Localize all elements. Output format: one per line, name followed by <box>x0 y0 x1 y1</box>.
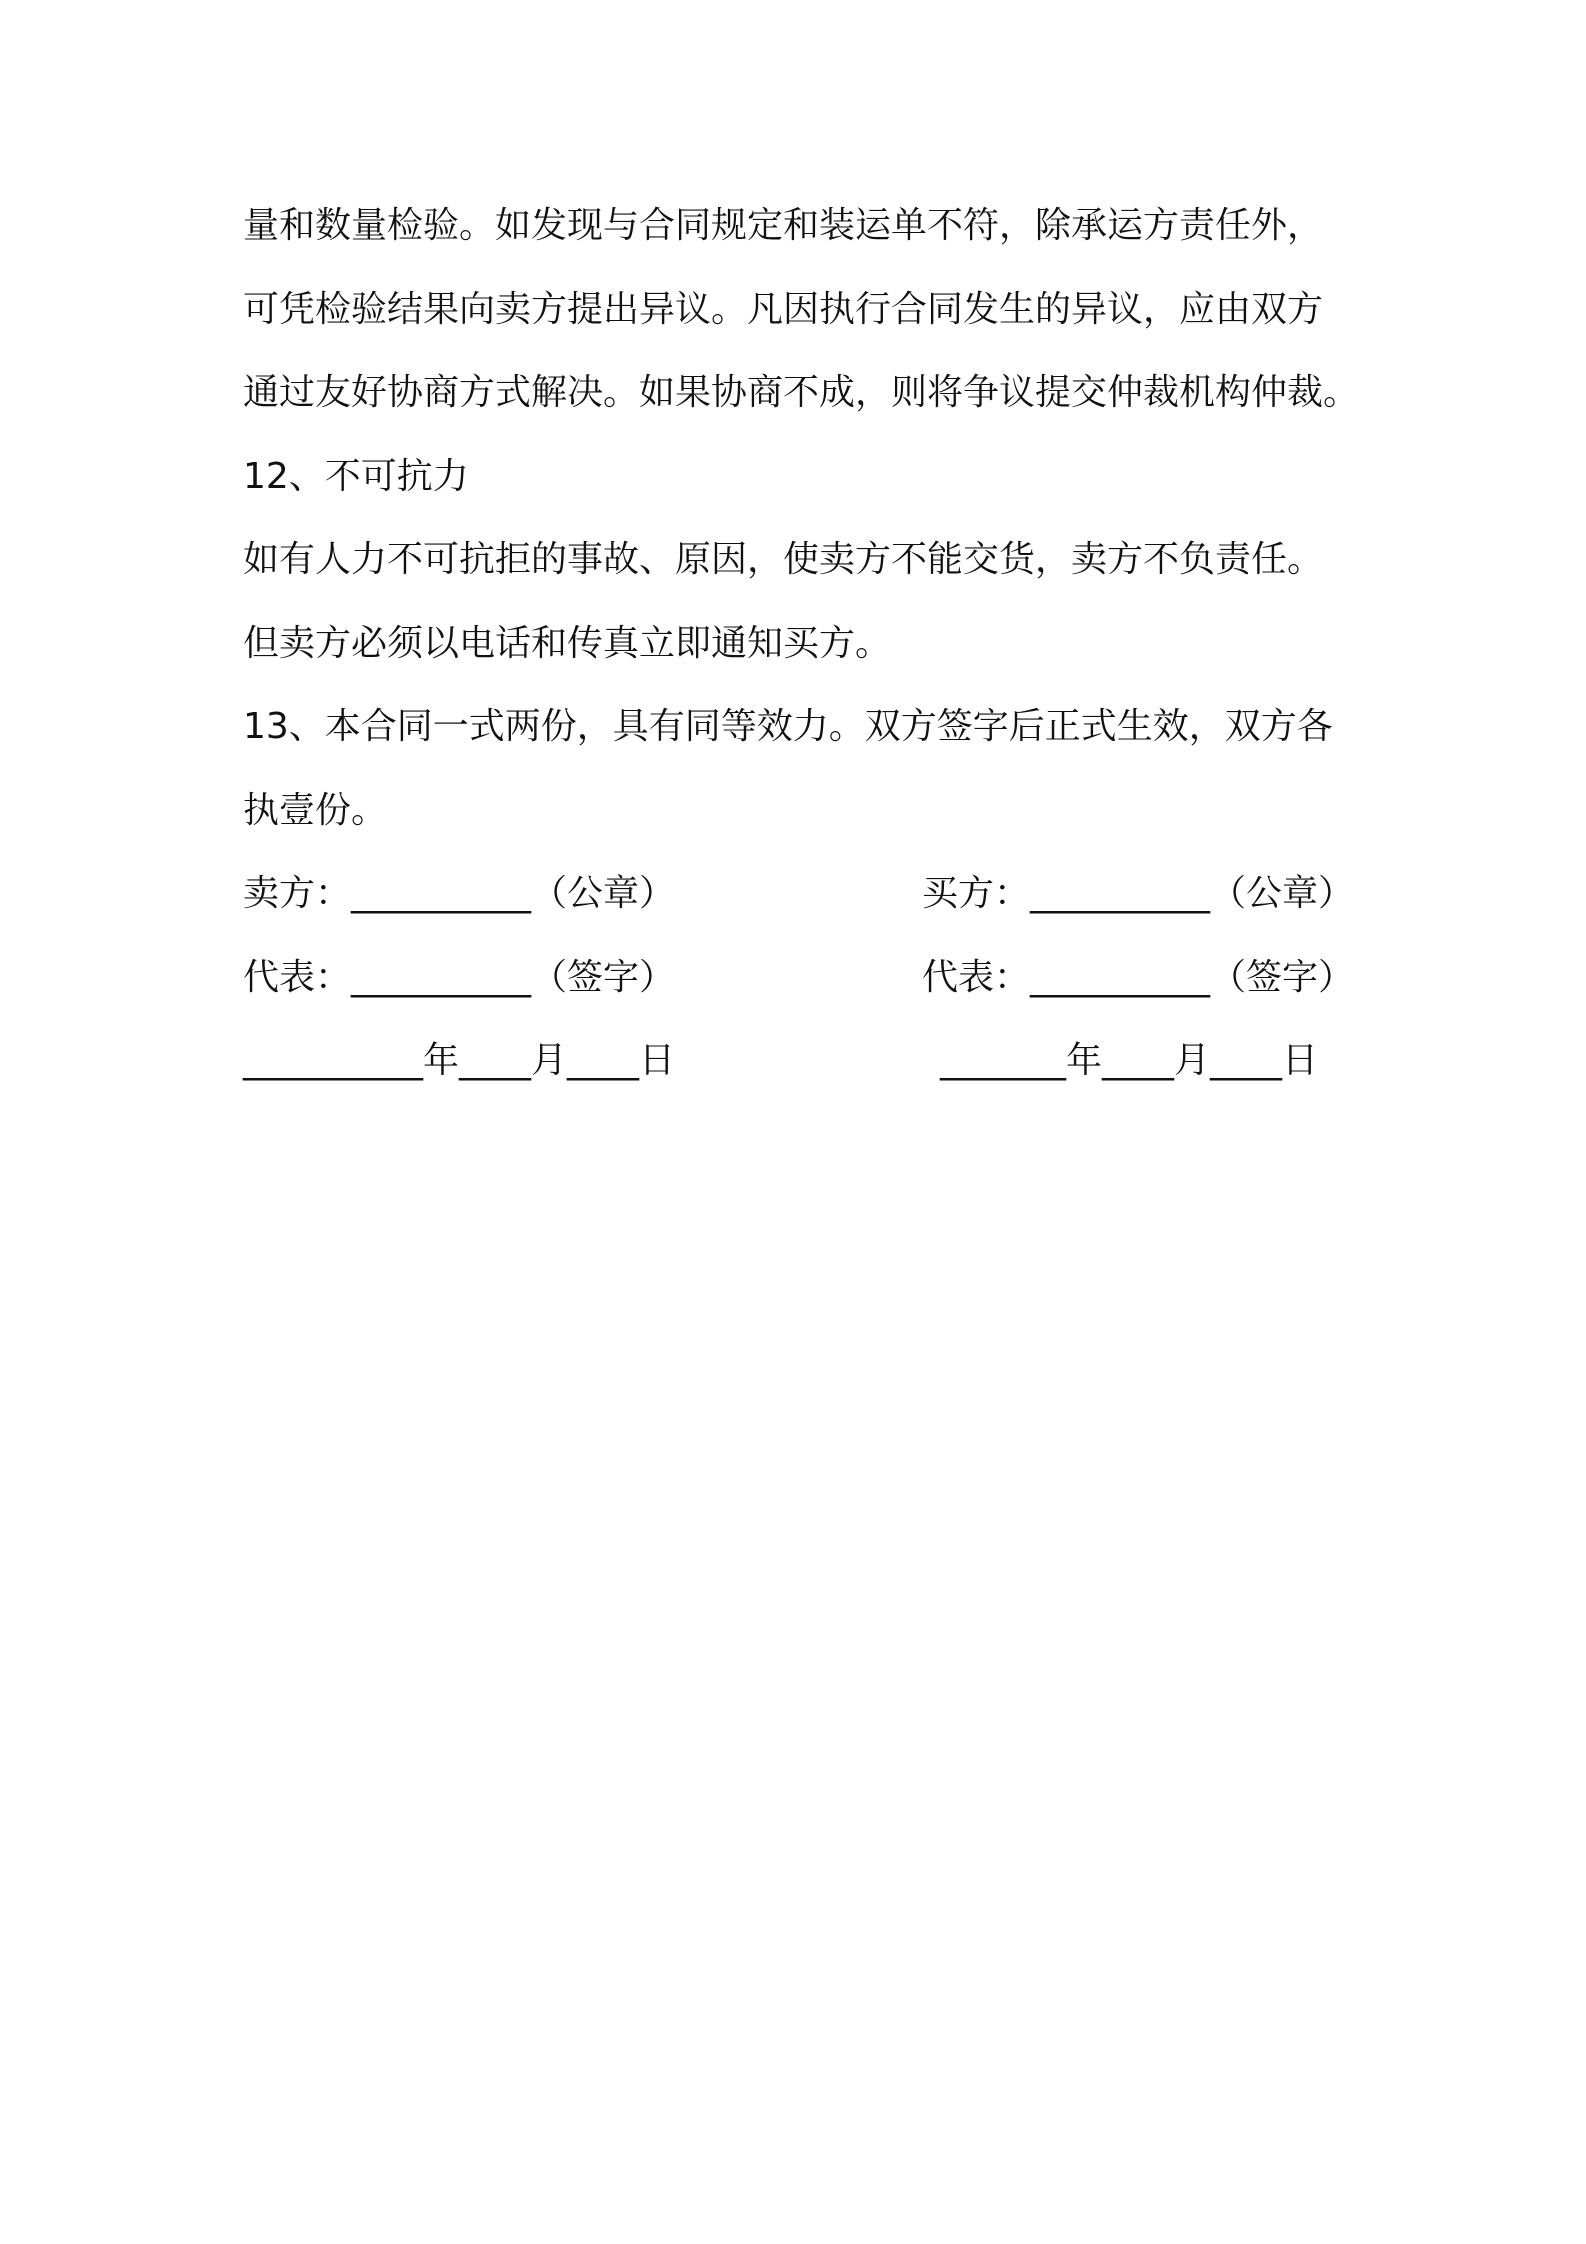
seller-date-line: __________年____月____日 <box>243 1040 675 1081</box>
buyer-representative-line: 代表：__________（签字） <box>922 957 1355 998</box>
paragraph-line: 但卖方必须以电话和传真立即通知买方。 <box>243 623 892 664</box>
buyer-seal-line: 买方：__________（公章） <box>922 873 1355 914</box>
section-13-text: 13、本合同一式两份，具有同等效力。双方签字后正式生效，双方各 <box>243 706 1333 747</box>
paragraph-line: 执壹份。 <box>243 790 388 831</box>
paragraph-line: 通过友好协商方式解决。如果协商不成，则将争议提交仲裁机构仲裁。 <box>243 372 1360 413</box>
seller-representative-line: 代表：__________（签字） <box>243 957 676 998</box>
paragraph-line: 如有人力不可抗拒的事故、原因，使卖方不能交货，卖方不负责任。 <box>243 539 1324 580</box>
paragraph-line: 可凭检验结果向卖方提出异议。凡因执行合同发生的异议，应由双方 <box>243 289 1324 330</box>
buyer-date-line: _______年____月____日 <box>940 1040 1318 1081</box>
seller-seal-line: 卖方：__________（公章） <box>243 873 676 914</box>
paragraph-line: 量和数量检验。如发现与合同规定和装运单不符，除承运方责任外， <box>243 205 1324 246</box>
section-12-heading: 12、不可抗力 <box>243 456 469 497</box>
